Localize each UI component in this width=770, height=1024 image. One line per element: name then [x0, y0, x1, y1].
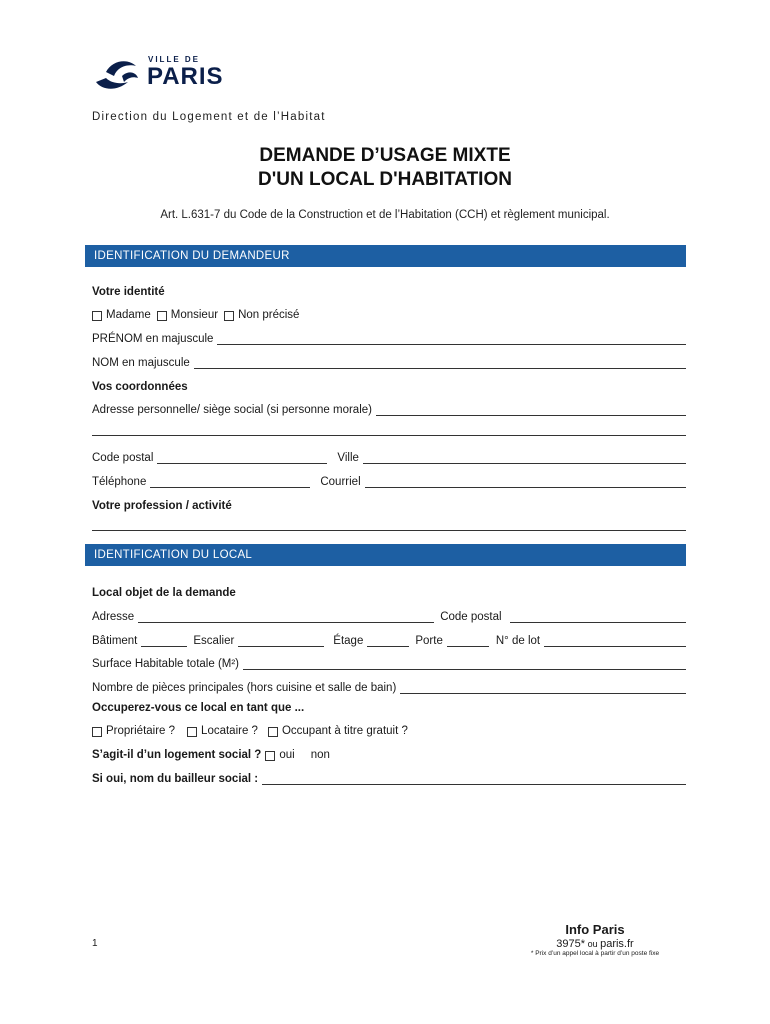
lot-input-line[interactable]: [544, 636, 686, 647]
adresse-continuation-line[interactable]: [92, 435, 686, 436]
info-website[interactable]: paris.fr: [600, 938, 634, 950]
etage-input-line[interactable]: [367, 636, 409, 647]
logo-text-big: PARIS: [147, 63, 224, 90]
title-line-1: DEMANDE D’USAGE MIXTE: [259, 145, 511, 166]
adresse-personnelle-field: Adresse personnelle/ siège social (si personne morale): [92, 400, 686, 416]
escalier-input-line[interactable]: [238, 636, 324, 647]
checkbox-non-precise[interactable]: [224, 311, 234, 321]
surface-input-line[interactable]: [243, 659, 686, 670]
courriel-input-line[interactable]: [365, 477, 686, 488]
occupation-locataire: Locataire ?: [201, 725, 258, 737]
checkbox-occupant-gratuit[interactable]: [268, 727, 278, 737]
code-postal-ville-row: Code postal Ville: [92, 448, 686, 464]
occupez-label: Occuperez-vous ce local en tant que ...: [92, 702, 305, 714]
info-or: ou: [585, 939, 601, 949]
local-adresse-row: Adresse Code postal: [92, 607, 686, 623]
section-demandeur-heading: IDENTIFICATION DU DEMANDEUR: [85, 245, 686, 267]
info-phone: 3975*: [556, 938, 586, 950]
nom-input-line[interactable]: [194, 358, 686, 369]
checkbox-monsieur[interactable]: [157, 311, 167, 321]
subtitle: Art. L.631-7 du Code de la Construction et de l’Habitation (CCH) et règlement municipal.: [160, 209, 610, 221]
info-paris-contact: [520, 938, 670, 950]
direction-label: Direction du Logement et de l’Habitat: [92, 111, 326, 123]
ville-input-line[interactable]: [363, 453, 686, 464]
telephone-input-line[interactable]: [150, 477, 310, 488]
bailleur-input-line[interactable]: [262, 774, 686, 785]
batiment-input-line[interactable]: [141, 636, 187, 647]
civilite-monsieur: Monsieur: [170, 309, 219, 321]
pieces-input-line[interactable]: [400, 683, 686, 694]
info-paris-title: Info Paris: [565, 922, 625, 937]
code-postal-input-line[interactable]: [157, 453, 327, 464]
prenom-field: PRÉNOM en majuscule: [92, 329, 686, 345]
local-details-row: Bâtiment Escalier Étage Porte N° de lot: [92, 631, 686, 647]
profession-label: Votre profession / activité: [92, 500, 232, 512]
local-objet-label: Local objet de la demande: [92, 587, 236, 599]
profession-input-line[interactable]: [92, 530, 686, 531]
civilite-row: [92, 305, 686, 321]
local-code-postal-input-line[interactable]: [510, 612, 686, 623]
identite-label: Votre identité: [92, 286, 165, 298]
coordonnees-label: Vos coordonnées: [92, 381, 188, 393]
title-line-2: D'UN LOCAL D'HABITATION: [258, 169, 512, 190]
checkbox-madame[interactable]: [92, 311, 102, 321]
occupation-gratuit: Occupant à titre gratuit ?: [281, 725, 408, 737]
checkbox-proprietaire[interactable]: [92, 727, 102, 737]
prenom-input-line[interactable]: [217, 334, 686, 345]
page-number: 1: [92, 938, 98, 949]
porte-input-line[interactable]: [447, 636, 489, 647]
social-non-label: non: [310, 749, 330, 761]
info-paris-note: * Prix d’un appel local à partir d’un poste fixe: [530, 950, 660, 957]
checkbox-social-oui[interactable]: [265, 751, 275, 761]
nom-field: NOM en majuscule: [92, 353, 686, 369]
surface-field: Surface Habitable totale (M²): [92, 654, 686, 670]
bailleur-field: Si oui, nom du bailleur social :: [92, 769, 686, 785]
civilite-madame: Madame: [106, 309, 151, 321]
civilite-non-precise: Non précisé: [238, 309, 300, 321]
occupation-row: [92, 721, 686, 737]
social-oui-label: oui: [279, 749, 295, 761]
pieces-field: Nombre de pièces principales (hors cuisine et salle de bain): [92, 678, 686, 694]
logo-text-small: VILLE DE: [148, 55, 201, 64]
adresse-personnelle-input-line[interactable]: [376, 405, 686, 416]
occupation-proprietaire: Propriétaire ?: [106, 725, 176, 737]
local-adresse-input-line[interactable]: [138, 612, 434, 623]
telephone-courriel-row: Téléphone Courriel: [92, 472, 686, 488]
checkbox-locataire[interactable]: [187, 727, 197, 737]
logement-social-row: S’agit-il d’un logement social ? oui non: [92, 749, 330, 761]
section-local-heading: IDENTIFICATION DU LOCAL: [85, 544, 686, 566]
